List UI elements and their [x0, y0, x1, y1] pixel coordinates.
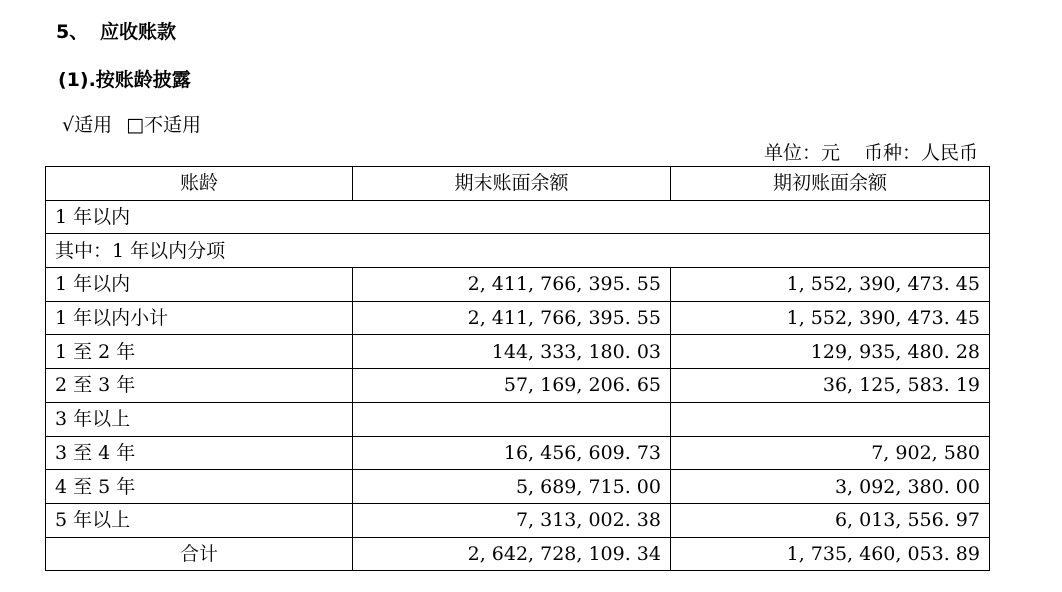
subsection-title: (1).按账龄披露	[58, 69, 191, 91]
row-label: 1 至 2 年	[46, 335, 353, 369]
ending-balance-cell: 5, 689, 715. 00	[353, 470, 671, 504]
total-label: 合计	[46, 537, 353, 571]
section-heading	[56, 18, 176, 46]
total-ending-balance: 2, 642, 728, 109. 34	[353, 537, 671, 571]
beginning-balance-cell: 7, 902, 580	[671, 436, 990, 470]
unit-line	[764, 139, 978, 167]
ending-balance-cell: 2, 411, 766, 395. 55	[353, 301, 671, 335]
row-label: 1 年以内小计	[46, 301, 353, 335]
applicability-line	[62, 111, 201, 139]
row-label: 4 至 5 年	[46, 470, 353, 504]
beginning-balance-cell: 36, 125, 583. 19	[671, 369, 990, 403]
header-beginning-balance: 期初账面余额	[671, 167, 990, 201]
section-number: 5、	[56, 21, 89, 43]
table-header-row	[46, 167, 990, 201]
unit-text: 单位：元	[763, 142, 840, 164]
section-title: 应收账款	[100, 21, 177, 43]
row-label: 1 年以内	[46, 200, 990, 234]
table-total-row	[46, 537, 990, 571]
ending-balance-cell: 7, 313, 002. 38	[353, 503, 671, 537]
ending-balance-cell: 57, 169, 206. 65	[353, 369, 671, 403]
ending-balance-cell: 16, 456, 609. 73	[353, 436, 671, 470]
table-row	[46, 268, 990, 302]
table-row	[46, 436, 990, 470]
not-applicable-option: □不适用	[126, 114, 202, 136]
table-row	[46, 301, 990, 335]
aging-table	[45, 166, 990, 571]
row-label: 5 年以上	[46, 503, 353, 537]
beginning-balance-cell: 6, 013, 556. 97	[671, 503, 990, 537]
table-row	[46, 200, 990, 234]
header-aging: 账龄	[46, 167, 353, 201]
row-label: 其中：1 年以内分项	[46, 234, 990, 268]
ending-balance-cell	[353, 402, 671, 436]
beginning-balance-cell: 1, 552, 390, 473. 45	[671, 301, 990, 335]
table-row	[46, 234, 990, 268]
row-label: 3 至 4 年	[46, 436, 353, 470]
table-row	[46, 402, 990, 436]
ending-balance-cell: 144, 333, 180. 03	[353, 335, 671, 369]
table-row	[46, 470, 990, 504]
table-row	[46, 503, 990, 537]
currency-text: 币种：人民币	[863, 142, 978, 164]
beginning-balance-cell: 1, 552, 390, 473. 45	[671, 268, 990, 302]
beginning-balance-cell: 3, 092, 380. 00	[671, 470, 990, 504]
header-ending-balance: 期末账面余额	[353, 167, 671, 201]
beginning-balance-cell: 129, 935, 480. 28	[671, 335, 990, 369]
applicable-option: √适用	[62, 114, 113, 136]
ending-balance-cell: 2, 411, 766, 395. 55	[353, 268, 671, 302]
row-label: 3 年以上	[46, 402, 353, 436]
total-beginning-balance: 1, 735, 460, 053. 89	[671, 537, 990, 571]
row-label: 2 至 3 年	[46, 369, 353, 403]
row-label: 1 年以内	[46, 268, 353, 302]
table-row	[46, 369, 990, 403]
beginning-balance-cell	[671, 402, 990, 436]
table-row	[46, 335, 990, 369]
